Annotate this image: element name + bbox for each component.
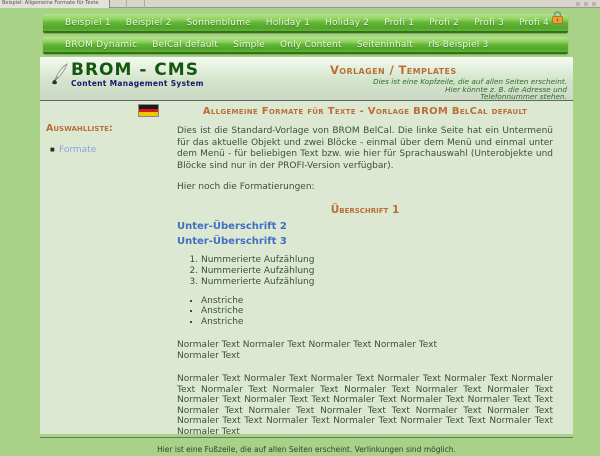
numbered-list: [201, 255, 553, 288]
tagline-line: Hier könnte z. B. die Adresse und: [445, 84, 567, 94]
normal-text-short: [177, 340, 553, 362]
nav-item[interactable]: Profi 4: [519, 17, 549, 28]
nav-item[interactable]: Beispiel 2: [125, 17, 172, 28]
nav-item[interactable]: BROM Dynamic: [65, 39, 138, 50]
browser-separator: [144, 0, 145, 8]
german-flag-icon[interactable]: [138, 104, 159, 117]
nav-item[interactable]: Only Content: [280, 39, 342, 50]
nav-item[interactable]: Simple: [233, 39, 266, 50]
bullet-list-item: ▪ Anstriche: [201, 317, 553, 328]
main-nav-row1: [43, 14, 568, 33]
nav-item[interactable]: Profi 3: [474, 17, 505, 28]
tagline-line: Dies ist eine Kopfzeile, die auf allen Seiten erscheint.: [372, 77, 567, 86]
numbered-list-item: 1. Nummerierte Aufzählung: [201, 255, 553, 266]
sub-heading-2: Unter-Überschrift 2: [177, 220, 287, 232]
logo-title: BROM - CMS: [71, 60, 199, 80]
browser-titlebar: [0, 0, 600, 8]
bullet-list: [201, 296, 553, 328]
nav-item[interactable]: Holiday 2: [325, 17, 370, 28]
numbered-list-item: 3. Nummerierte Aufzählung: [201, 277, 553, 288]
nav-item[interactable]: Seiteninhalt: [356, 39, 414, 50]
sidebar: [40, 101, 132, 437]
sub-heading-3: Unter-Überschrift 3: [177, 235, 287, 247]
site-body: [40, 101, 573, 437]
main-nav-row2: [43, 37, 568, 54]
normal-text-line: Normaler Text Normaler Text Normaler Text Normaler Text: [177, 340, 438, 350]
sidebar-title: Auswahlliste:: [46, 123, 113, 134]
nav-item[interactable]: Profi 1: [384, 17, 415, 28]
section-title: Vorlagen / Templates: [330, 63, 457, 77]
browser-tab[interactable]: Beispiel: Allgemeine Formate für Texte: [0, 0, 110, 8]
site-footer: Hier ist eine Fußzeile, die auf allen Seiten erscheint. Verlinkungen sind möglich.: [40, 437, 573, 456]
page-title: Allgemeine Formate für Texte - Vorlage BROM BelCal default: [202, 106, 528, 117]
sidebar-link[interactable]: Formate: [59, 145, 97, 155]
main-content: [132, 101, 573, 437]
tagline-line: Telefonnummer stehen.: [480, 92, 567, 102]
normal-text-block: Normaler Text Normaler Text Normaler Text Normaler Text Normaler Text Normaler Text Normaler Text Normaler Text Normaler Text Normaler Text Normaler Text Normaler Text Normaler Text Text Normaler Text Normaler Text Normaler Text Text Normaler Text Normaler Text Normaler Text Text Normaler Text Normaler Text Normaler Text Text Normaler Text Normaler Text Normaler Text Text Normaler Text Normaler Text: [177, 374, 553, 437]
heading-1: Überschrift 1: [330, 203, 400, 216]
nav-item[interactable]: BelCal default: [152, 39, 219, 50]
site-container: [40, 57, 573, 454]
nav-item[interactable]: Profi 2: [429, 17, 460, 28]
bullet-list-item: ▪ Anstriche: [201, 296, 553, 307]
header-tagline: [373, 78, 567, 101]
nav-item[interactable]: Beispiel 1: [65, 17, 111, 28]
logo-subtitle: Content Management System: [71, 79, 204, 88]
logo[interactable]: [52, 61, 204, 89]
intro-paragraph: Dies ist die Standard-Vorlage von BROM BelCal. Die linke Seite hat ein Untermenü für das aktuelle Objekt und zwei Blöcke - einmal über dem Menü und einmal unter dem Menü - für beliebigen Text bzw. wie hier für Sprachauswahl (Unterobjekte und Blöcke sind nur in der PROFI-Version verfügbar).: [177, 126, 553, 171]
sidebar-menu: [46, 145, 132, 155]
numbered-list-item: 2. Nummerierte Aufzählung: [201, 266, 553, 277]
window-controls-icon[interactable]: [576, 2, 596, 6]
nav-item[interactable]: Sonnenblume: [186, 17, 251, 28]
site-header: [40, 57, 573, 101]
bullet-list-item: ▪ Anstriche: [201, 306, 553, 317]
quill-pen-icon: [52, 63, 69, 89]
nav-item[interactable]: Holiday 1: [265, 17, 311, 28]
nav-item[interactable]: rls-Beispiel 3: [428, 39, 489, 50]
sidebar-item-formate[interactable]: [59, 145, 132, 155]
formatting-intro: Hier noch die Formatierungen:: [177, 182, 315, 192]
lock-icon: [550, 9, 565, 28]
normal-text-line: Normaler Text: [177, 351, 240, 361]
browser-separator: [126, 0, 127, 8]
